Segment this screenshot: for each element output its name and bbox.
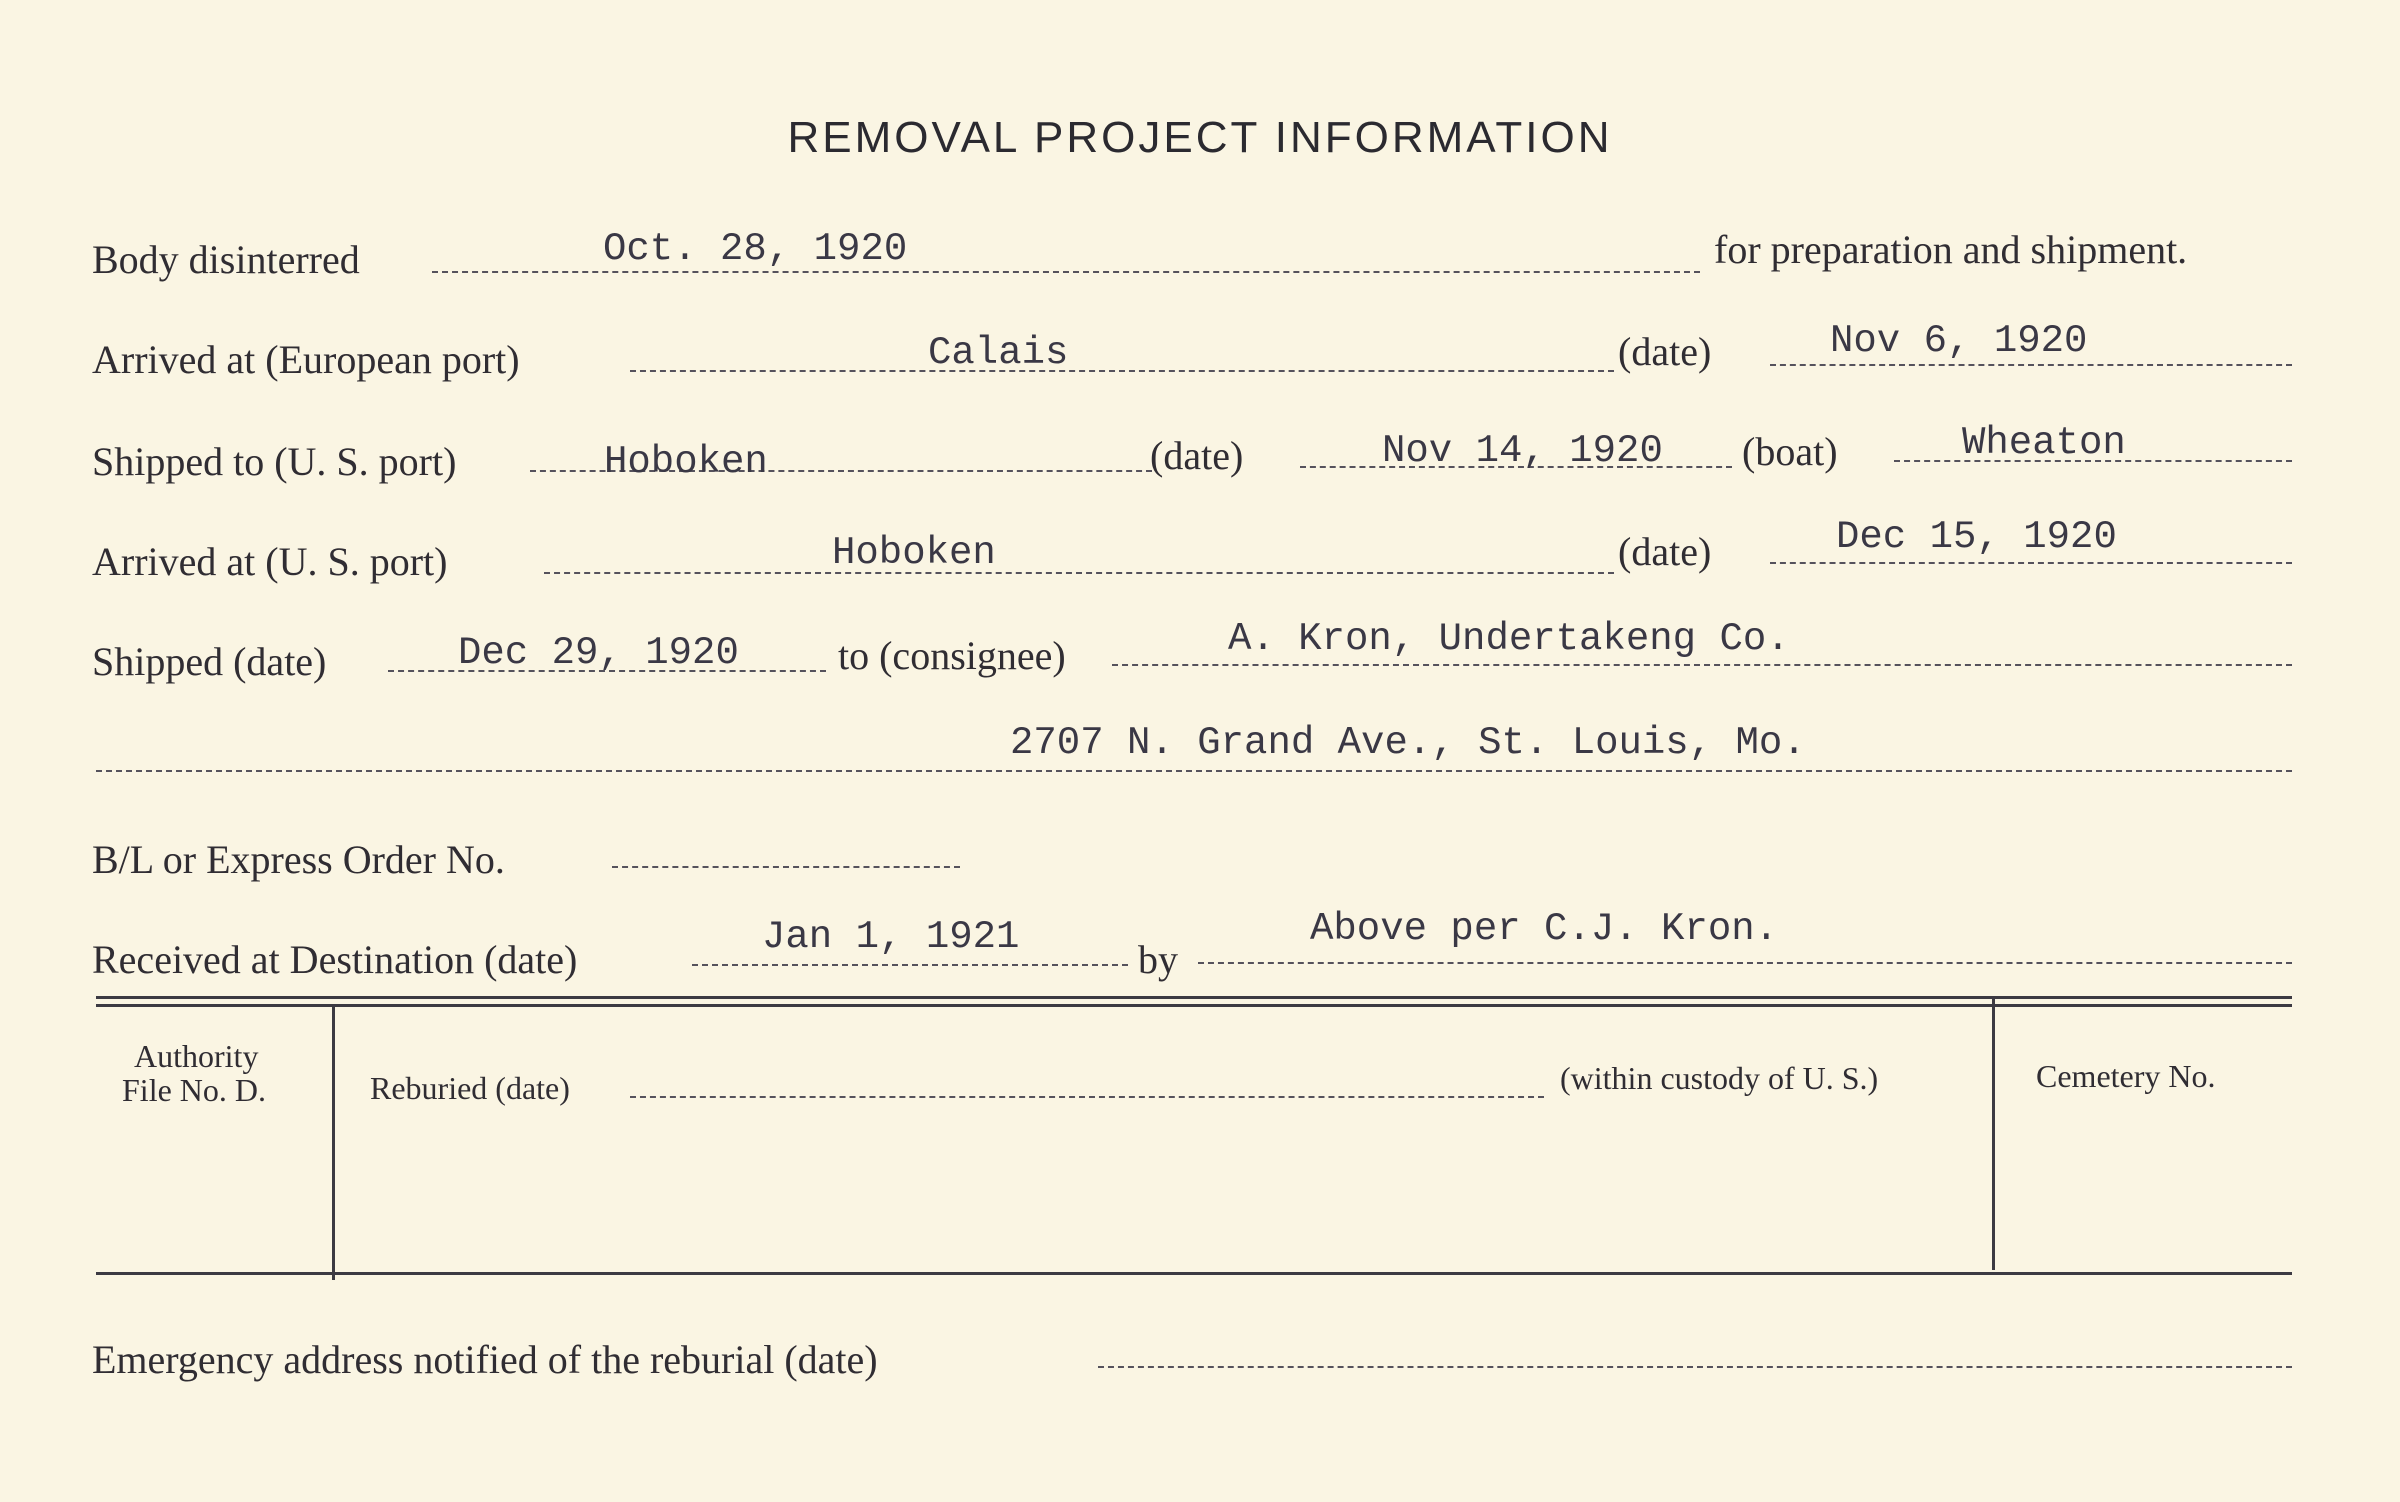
form-title: REMOVAL PROJECT INFORMATION [787,113,1613,162]
value-received-by: Above per C.J. Kron. [1310,907,1779,951]
dotted-line-received-date [692,964,1128,966]
label-shipped-consignee-date: Shipped (date) [92,639,327,684]
value-shipped-date: Nov 14, 1920 [1382,429,1663,473]
dotted-line-bl-order [612,866,960,868]
label-received-destination: Received at Destination (date) [92,937,578,982]
value-us-port-arrived: Hoboken [832,531,996,575]
value-shipped-consignee-date: Dec 29, 1920 [458,631,739,675]
dotted-line-arrived-date [1770,562,2292,564]
value-received-date: Jan 1, 1921 [762,915,1020,959]
rule-vertical-right [1992,998,1995,1270]
label-bl-order: B/L or Express Order No. [92,837,505,882]
dotted-line-address [96,770,2292,772]
rule-top-1 [96,996,2292,999]
dotted-line-us-port-arrived [544,572,1614,574]
label-european-date: (date) [1618,329,1712,374]
value-consignee-address: 2707 N. Grand Ave., St. Louis, Mo. [1010,721,1806,765]
rule-vertical-left [332,1006,335,1280]
label-arrived-date: (date) [1618,529,1712,574]
value-european-date: Nov 6, 1920 [1830,319,2088,363]
rule-bottom [96,1272,2292,1275]
label-cemetery-no: Cemetery No. [2036,1058,2216,1094]
dotted-line-emergency [1098,1366,2292,1368]
label-within-custody: (within custody of U. S.) [1560,1060,1879,1096]
label-shipped-date: (date) [1150,433,1244,478]
value-arrived-date: Dec 15, 1920 [1836,515,2117,559]
label-arrived-us: Arrived at (U. S. port) [92,539,448,584]
label-body-disinterred: Body disinterred [92,237,360,282]
dotted-line-received-by [1198,962,2292,964]
value-european-port: Calais [928,331,1069,375]
label-authority: Authority [134,1038,259,1074]
label-for-preparation: for preparation and shipment. [1714,227,2188,272]
dotted-line-disinterred [432,271,1700,273]
label-by: by [1138,937,1178,982]
value-boat: Wheaton [1962,421,2126,465]
label-emergency: Emergency address notified of the reburial (date) [92,1337,878,1382]
label-reburied: Reburied (date) [370,1070,570,1106]
label-arrived-european: Arrived at (European port) [92,337,520,382]
label-to-consignee: to (consignee) [838,633,1066,678]
label-shipped-to-us: Shipped to (U. S. port) [92,439,457,484]
value-consignee: A. Kron, Undertakeng Co. [1228,617,1790,661]
rule-top-2 [96,1004,2292,1007]
value-disinterred-date: Oct. 28, 1920 [603,227,908,271]
value-us-port-shipped: Hoboken [604,440,768,484]
label-file-no: File No. D. [122,1072,266,1108]
dotted-line-european-date [1770,364,2292,366]
dotted-line-consignee [1112,664,2292,666]
dotted-line-reburied [630,1096,1544,1098]
dotted-line-european-port [630,370,1614,372]
label-boat: (boat) [1742,429,1838,474]
